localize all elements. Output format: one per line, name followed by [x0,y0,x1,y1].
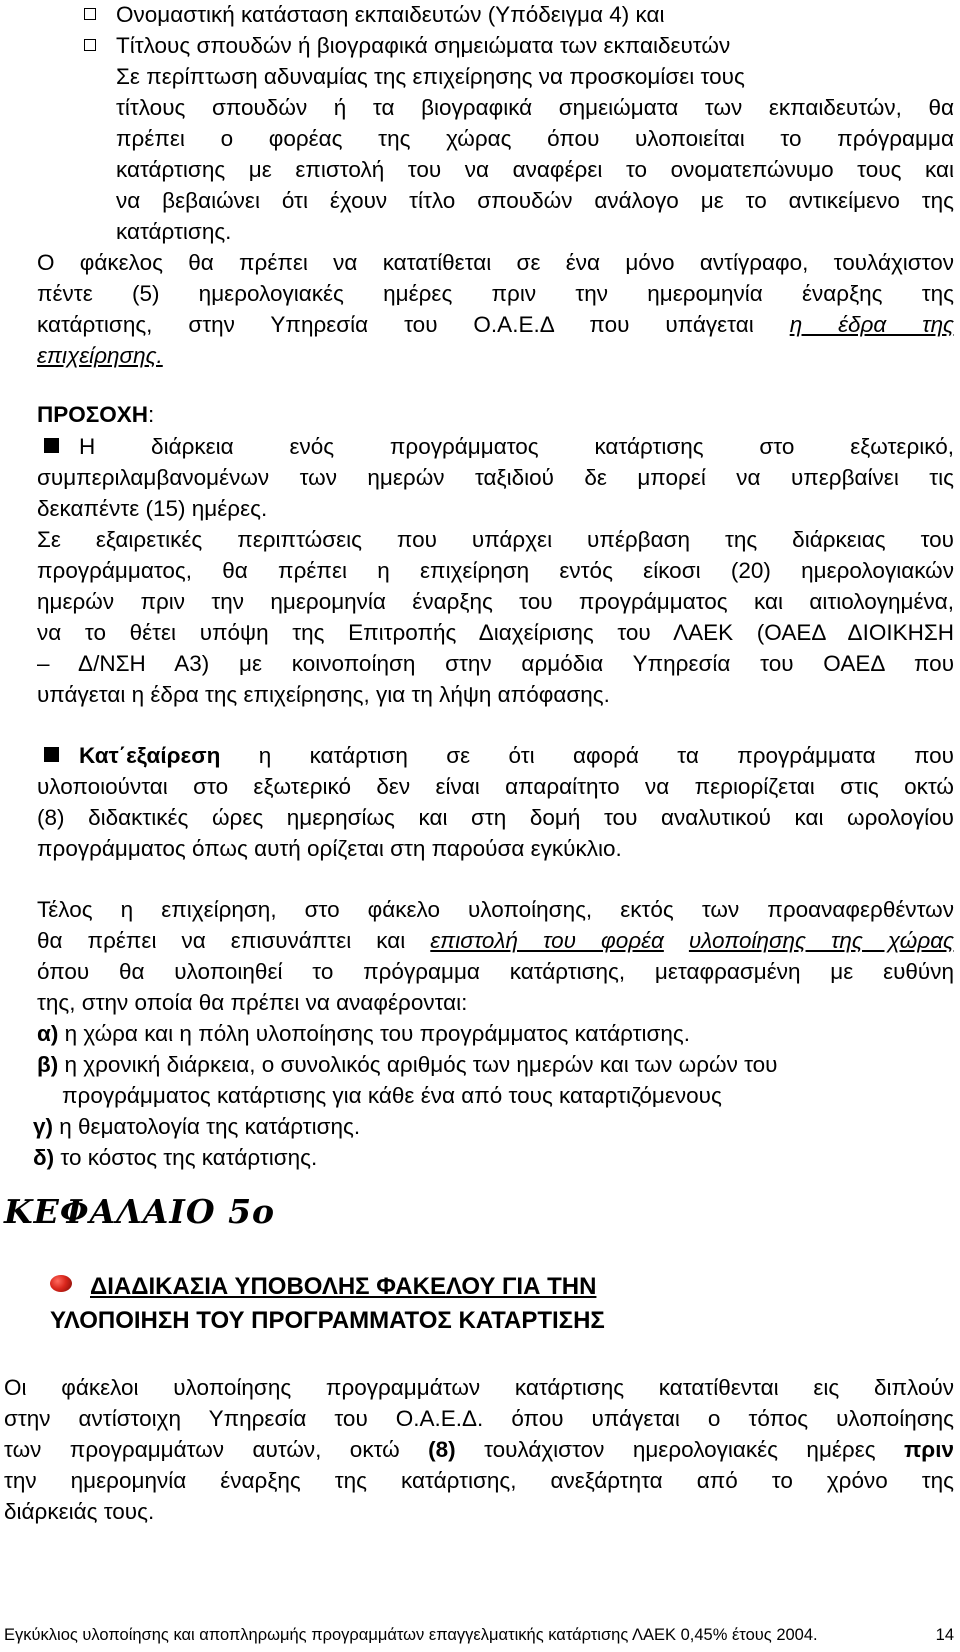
paragraph-line: Η διάρκεια ενός προγράμματος κατάρτισης στο εξωτερικό, [44,432,954,462]
attention-label: ΠΡΟΣΟΧΗ: [37,402,155,427]
footer-text: Εγκύκλιος υλοποίησης και αποπληρωμής προγραμμάτων επαγγελματικής κατάρτισης ΛΑΕΚ 0,45% έτους 2004. [4,1626,818,1644]
paragraph-line: (8) διδακτικές ώρες ημερησίως και στη δομή του αναλυτικού και ωρολογίου [37,805,954,830]
paragraph-line: πέντε (5) ημερολογιακές ημέρες πριν την ημερομηνία έναρξης της [37,281,954,306]
paragraph-line: επιχείρησης. [37,343,163,368]
square-bullet-icon [44,438,59,453]
square-bullet-icon [44,747,59,762]
section-heading-line-2: ΥΛΟΠΟΙΗΣΗ ΤΟΥ ΠΡΟΓΡΑΜΜΑΤΟΣ ΚΑΤΑΡΤΙΣΗΣ [50,1307,605,1334]
page-footer [4,1626,954,1645]
paragraph-line: υλοποιούνται στο εξωτερικό δεν είναι απαραίτητο να περιορίζεται στις οκτώ [37,774,954,799]
paragraph-line: την ημερομηνία έναρξης της κατάρτισης, ανεξάρτητα από το χρόνο της [4,1468,954,1493]
paragraph-line: Τέλος η επιχείρηση, στο φάκελο υλοποίησης, εκτός των προαναφερθέντων [37,897,954,922]
paragraph-line: προγράμματος όπως αυτή ορίζεται στη παρούσα εγκύκλιο. [37,836,622,861]
list-item: β) η χρονική διάρκεια, ο συνολικός αριθμός των ημερών και των ωρών του [37,1052,778,1077]
paragraph-line: προγράμματος, θα πρέπει η επιχείρηση εντός είκοσι (20) ημερολογιακών [37,558,954,583]
paragraph-line: ημερών πριν την ημερομηνία έναρξης του προγράμματος και αιτιολογημένα, [37,589,954,614]
paragraph-line: συμπεριλαμβανομένων των ημερών ταξιδιού δε μπορεί να υπερβαίνει τις [37,465,954,490]
paragraph-line: Κατ΄εξαίρεση η κατάρτιση σε ότι αφορά τα προγράμματα που [44,741,954,771]
paragraph-line: κατάρτισης με επιστολή του να αναφέρει το ονοματεπώνυμο τους και [116,157,954,182]
paragraph-line: κατάρτισης, στην Υπηρεσία του Ο.Α.Ε.Δ που υπάγεται η έδρα της [37,312,954,337]
paragraph-line: κατάρτισης. [116,219,232,244]
paragraph-line: Οι φάκελοι υλοποίησης προγραμμάτων κατάρτισης κατατίθενται εις διπλούν [4,1375,954,1400]
paragraph-line: διάρκειάς τους. [4,1499,155,1524]
paragraph-line: Σε περίπτωση αδυναμίας της επιχείρησης να προσκομίσει τους [116,64,745,89]
paragraph-line: να βεβαιώνει ότι έχουν τίτλο σπουδών ανάλογο με το αντικείμενο της [116,188,954,213]
page-number: 14 [935,1626,954,1644]
list-item: δ) το κόστος της κατάρτισης. [33,1145,318,1170]
section-heading: ΔΙΑΔΙΚΑΣΙΑ ΥΠΟΒΟΛΗΣ ΦΑΚΕΛΟΥ ΓΙΑ ΤΗΝ [50,1272,596,1302]
paragraph-line: δεκαπέντε (15) ημέρες. [37,496,268,521]
bullet-item-2: Τίτλους σπουδών ή βιογραφικά σημειώματα των εκπαιδευτών [84,31,730,61]
paragraph-line: της, στην οποία θα πρέπει να αναφέρονται: [37,990,468,1015]
paragraph-line: Σε εξαιρετικές περιπτώσεις που υπάρχει υπέρβαση της διάρκειας του [37,527,954,552]
chapter-title: ΚΕΦΑΛΑΙΟ 5ο [4,1192,276,1231]
red-bullet-icon [50,1275,72,1292]
paragraph-line: όπου θα υλοποιηθεί το πρόγραμμα κατάρτισης, μεταφρασμένη με ευθύνη [37,959,954,984]
bullet-item-1: Ονομαστική κατάσταση εκπαιδευτών (Υπόδειγμα 4) και [84,0,665,30]
checkbox-bullet-icon [84,39,96,51]
paragraph-line: των προγραμμάτων αυτών, οκτώ (8) τουλάχιστον ημερολογιακές ημέρες πριν [4,1437,954,1462]
paragraph-line: στην αντίστοιχη Υπηρεσία του Ο.Α.Ε.Δ. όπου υπάγεται ο τόπος υλοποίησης [4,1406,954,1431]
paragraph-line: Ο φάκελος θα πρέπει να κατατίθεται σε ένα μόνο αντίγραφο, τουλάχιστον [37,250,954,275]
paragraph-line: να το θέτει υπόψη της Επιτροπής Διαχείρισης του ΛΑΕΚ (ΟΑΕΔ ΔΙΟΙΚΗΣΗ [37,620,954,645]
paragraph-line: – Δ/ΝΣΗ Α3) με κοινοποίηση στην αρμόδια Υπηρεσία του ΟΑΕΔ που [37,651,954,676]
paragraph-line: τίτλους σπουδών ή τα βιογραφικά σημειώματα των εκπαιδευτών, θα [116,95,954,120]
paragraph-line: θα πρέπει να επισυνάπτει και επιστολή του φορέα υλοποίησης της χώρας [37,928,954,953]
list-item: γ) η θεματολογία της κατάρτισης. [33,1114,361,1139]
list-item: α) η χώρα και η πόλη υλοποίησης του προγράμματος κατάρτισης. [37,1021,691,1046]
checkbox-bullet-icon [84,8,96,20]
paragraph-line: πρέπει ο φορέας της χώρας όπου υλοποιείται το πρόγραμμα [116,126,954,151]
list-item-continuation: προγράμματος κατάρτισης για κάθε ένα από τους καταρτιζόμενους [62,1083,722,1108]
paragraph-line: υπάγεται η έδρα της επιχείρησης, για τη λήψη απόφασης. [37,682,610,707]
